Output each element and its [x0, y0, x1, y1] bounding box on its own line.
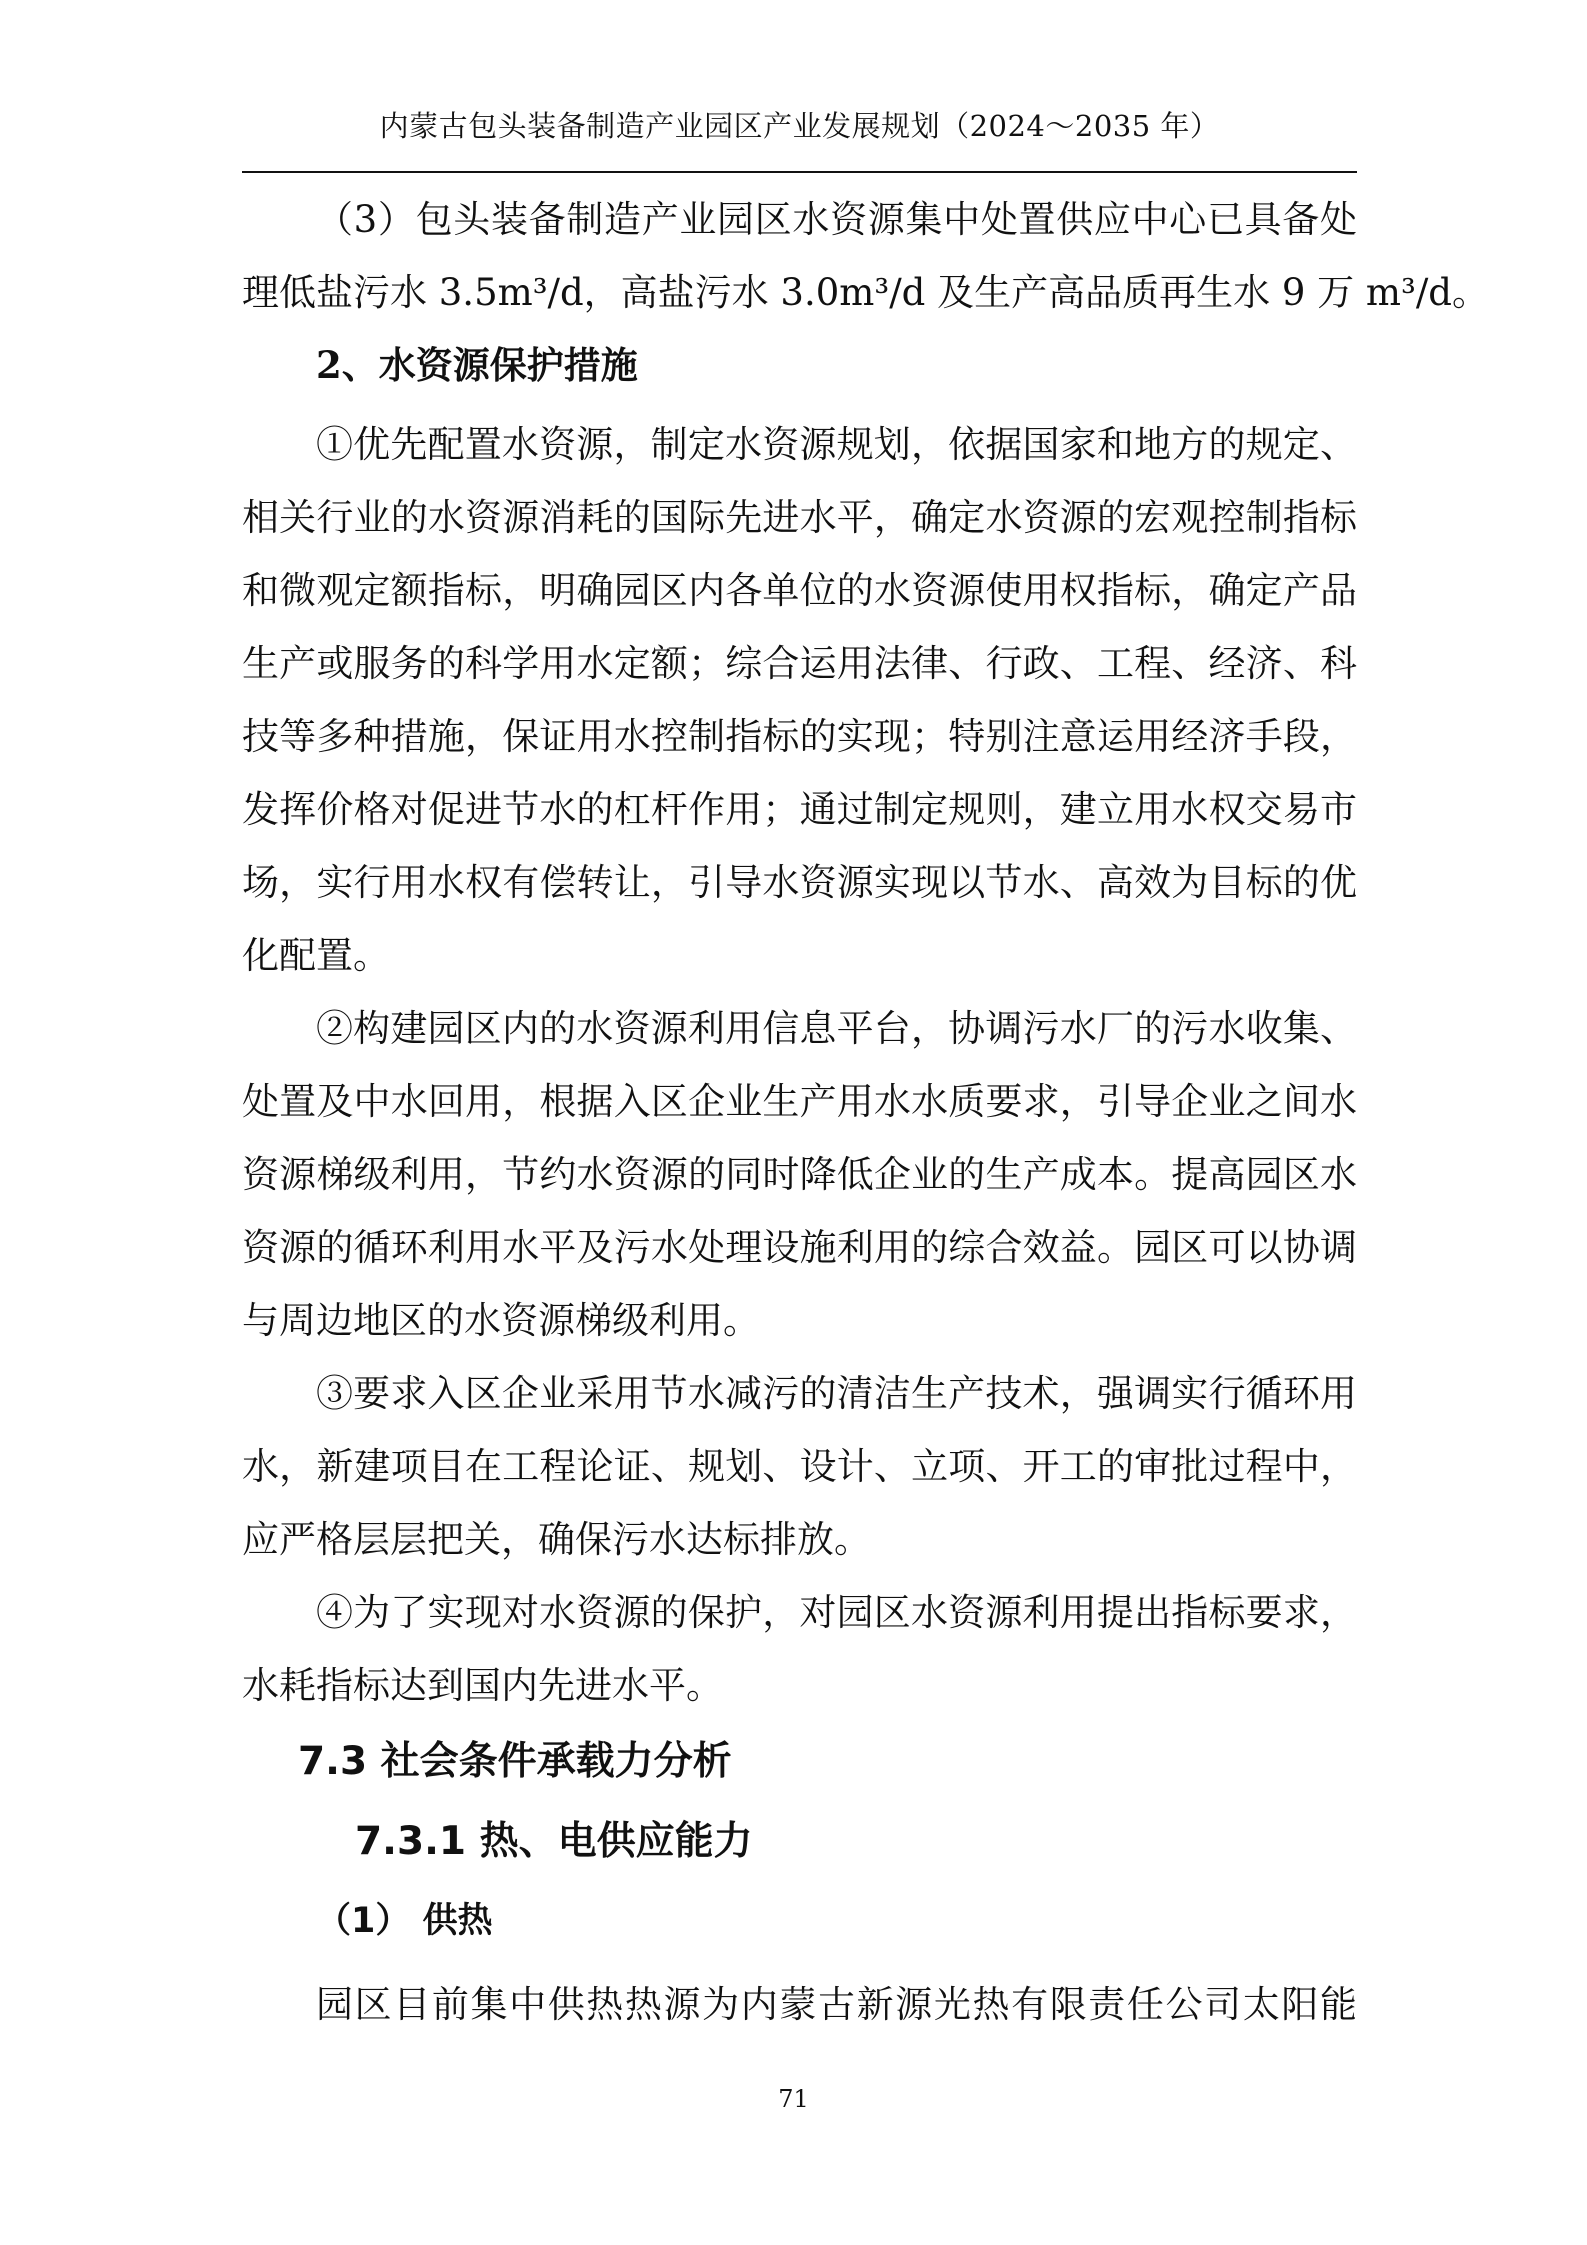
- text-line: ①优先配置水资源，制定水资源规划，依据国家和地方的规定、: [316, 423, 1357, 466]
- text-line: 相关行业的水资源消耗的国际先进水平，确定水资源的宏观控制指标: [242, 496, 1357, 539]
- text-line: 技等多种措施，保证用水控制指标的实现；特别注意运用经济手段，: [242, 715, 1357, 758]
- text-line: 理低盐污水 3.5m³/d，高盐污水 3.0m³/d 及生产高品质再生水 9 万 m³/d。: [242, 271, 1489, 314]
- page-header: 内蒙古包头装备制造产业园区产业发展规划（2024～2035 年）: [379, 109, 1220, 143]
- text-line: （3）包头装备制造产业园区水资源集中处置供应中心已具备处: [316, 198, 1357, 241]
- heading-water-protection: 2、水资源保护措施: [316, 343, 638, 387]
- text-line: ②构建园区内的水资源利用信息平台，协调污水厂的污水收集、: [316, 1007, 1357, 1050]
- paragraph-water-center: [242, 183, 1489, 329]
- item-heading: （1） 供热: [316, 1901, 493, 1941]
- subsection-heading: 7.3.1 热、电供应能力: [355, 1819, 753, 1864]
- text-line: 化配置。: [242, 934, 390, 977]
- paragraph-measure-4: [242, 1576, 1357, 1722]
- paragraph-measure-3: [242, 1357, 1357, 1576]
- text-line: 与周边地区的水资源梯级利用。: [242, 1299, 760, 1342]
- text-line: ④为了实现对水资源的保护，对园区水资源利用提出指标要求，: [316, 1591, 1357, 1634]
- section-heading: 7.3 社会条件承载力分析: [298, 1739, 732, 1784]
- page-content: [242, 183, 1489, 2041]
- text-line: 资源梯级利用，节约水资源的同时降低企业的生产成本。提高园区水: [242, 1153, 1357, 1196]
- header-divider: [242, 171, 1357, 173]
- text-line: 园区目前集中供热热源为内蒙古新源光热有限责任公司太阳能: [316, 1983, 1357, 2026]
- text-line: ③要求入区企业采用节水减污的清洁生产技术，强调实行循环用: [316, 1372, 1357, 1415]
- text-line: 水，新建项目在工程论证、规划、设计、立项、开工的审批过程中，: [242, 1445, 1357, 1488]
- text-line: 水耗指标达到国内先进水平。: [242, 1664, 723, 1707]
- text-line: 发挥价格对促进节水的杠杆作用；通过制定规则，建立用水权交易市: [242, 788, 1357, 831]
- text-line: 和微观定额指标，明确园区内各单位的水资源使用权指标，确定产品: [242, 569, 1357, 612]
- paragraph-measure-2: [242, 992, 1357, 1357]
- paragraph-heating: [242, 1968, 1357, 2041]
- text-line: 生产或服务的科学用水定额；综合运用法律、行政、工程、经济、科: [242, 642, 1357, 685]
- paragraph-measure-1: [242, 408, 1357, 992]
- text-line: 场，实行用水权有偿转让，引导水资源实现以节水、高效为目标的优: [242, 861, 1357, 904]
- text-line: 资源的循环利用水平及污水处理设施利用的综合效益。园区可以协调: [242, 1226, 1357, 1269]
- text-line: 处置及中水回用，根据入区企业生产用水水质要求，引导企业之间水: [242, 1080, 1357, 1123]
- text-line: 应严格层层把关，确保污水达标排放。: [242, 1518, 871, 1561]
- page-number: 71: [778, 2085, 809, 2113]
